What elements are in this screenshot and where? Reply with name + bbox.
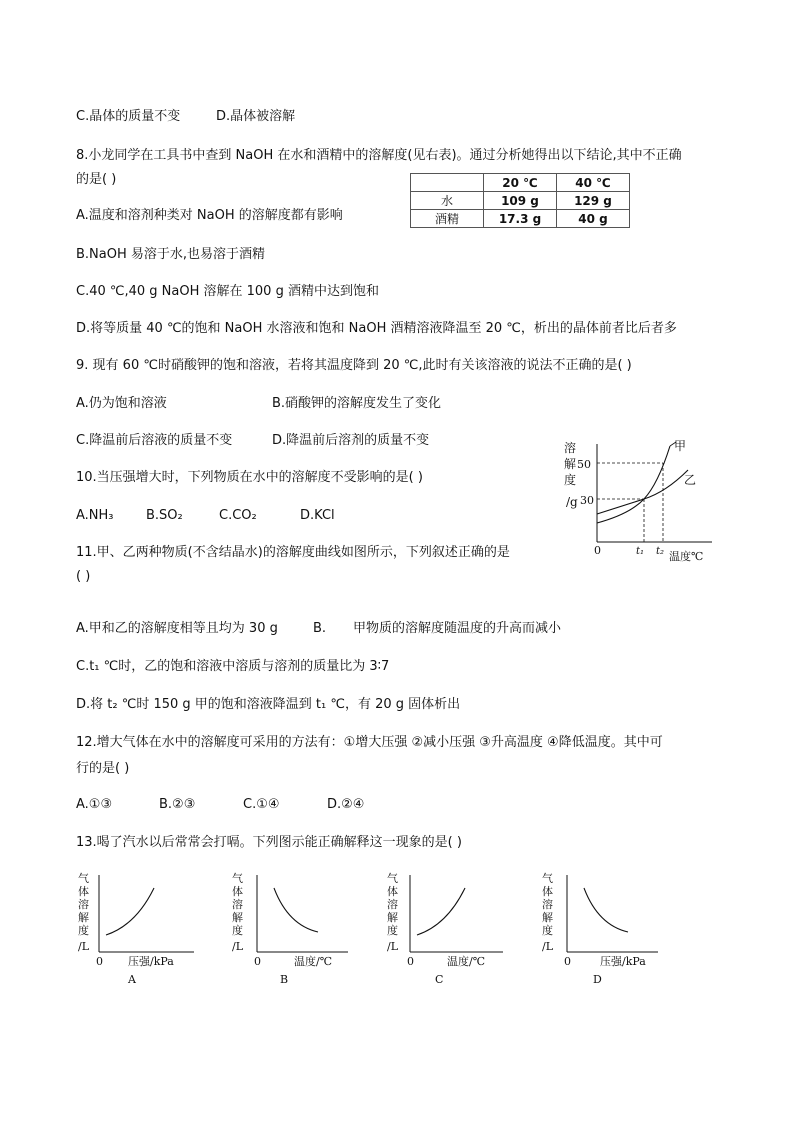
gas-solubility-graph-a bbox=[76, 870, 206, 988]
q12-option-a: A.①③ bbox=[76, 797, 113, 812]
graph-letter: D bbox=[593, 973, 602, 986]
graph-ylabel-char: 度 bbox=[387, 924, 398, 937]
table-cell: 水 bbox=[411, 192, 484, 210]
q12-option-d: D.②④ bbox=[327, 797, 365, 812]
graph-origin: 0 bbox=[564, 955, 571, 968]
q9-option-c: C.降温前后溶液的质量不变 bbox=[76, 433, 233, 448]
graph-letter: C bbox=[435, 973, 444, 986]
table-cell: 129 g bbox=[557, 192, 630, 210]
q9-option-b: B.硝酸钾的溶解度发生了变化 bbox=[272, 396, 442, 411]
graph-ylabel-char: 度 bbox=[78, 924, 89, 937]
graph-letter: A bbox=[128, 973, 136, 986]
table-cell: 酒精 bbox=[411, 210, 484, 228]
q11-option-b-letter: B. bbox=[313, 621, 327, 636]
graph-ylabel-char: 气 bbox=[78, 872, 89, 885]
graph-ylabel-char: 解 bbox=[387, 911, 398, 924]
graph-xlabel: 温度/℃ bbox=[447, 955, 486, 968]
graph-ylabel-char: /L bbox=[232, 940, 244, 953]
graph-ylabel-char: 体 bbox=[387, 885, 398, 898]
graph-ylabel-char: 解 bbox=[564, 457, 577, 471]
graph-xlabel: 压强/kPa bbox=[128, 955, 174, 968]
graph-curve bbox=[106, 888, 154, 935]
table-header-row bbox=[411, 174, 630, 192]
table-header-cell: 40 ℃ bbox=[557, 174, 630, 192]
table-row bbox=[411, 210, 630, 228]
gas-solubility-graph-c bbox=[385, 870, 515, 988]
q9-option-d: D.降温前后溶剂的质量不变 bbox=[272, 433, 430, 448]
q7-option-c: C.晶体的质量不变 bbox=[76, 109, 181, 124]
curve-jia bbox=[597, 446, 670, 523]
graph-ylabel-char: 度 bbox=[564, 473, 577, 487]
q11-stem-line2: ( ) bbox=[76, 569, 91, 584]
graph-ylabel-char: 解 bbox=[78, 911, 89, 924]
graph-ylabel-char: 溶 bbox=[232, 898, 243, 911]
graph-ylabel-char: 度 bbox=[232, 924, 243, 937]
solubility-curve-graph bbox=[560, 436, 720, 566]
graph-ylabel-char: /L bbox=[542, 940, 554, 953]
q11-option-a: A.甲和乙的溶解度相等且均为 30 g bbox=[76, 621, 278, 636]
graph-ylabel-char: 气 bbox=[387, 872, 398, 885]
graph-tick-50: 50 bbox=[577, 458, 591, 471]
q11-option-b: 甲物质的溶解度随温度的升高而减小 bbox=[353, 621, 562, 636]
q12-option-b: B.②③ bbox=[159, 797, 196, 812]
q8-stem-line1: 8.小龙同学在工具书中查到 NaOH 在水和酒精中的溶解度(见右表)。通过分析她得出以下结论,其中不正确 bbox=[76, 148, 682, 163]
graph-origin: 0 bbox=[254, 955, 261, 968]
graph-origin: 0 bbox=[407, 955, 414, 968]
graph-ylabel-char: 溶 bbox=[564, 441, 577, 455]
graph-xlabel: 温度℃ bbox=[669, 550, 704, 563]
graph-ylabel-char: 解 bbox=[542, 911, 553, 924]
q8-stem-line2: 的是( ) bbox=[76, 172, 117, 187]
q8-option-c: C.40 ℃,40 g NaOH 溶解在 100 g 酒精中达到饱和 bbox=[76, 284, 379, 299]
graph-origin: 0 bbox=[96, 955, 103, 968]
q7-option-d: D.晶体被溶解 bbox=[216, 109, 296, 124]
q10-option-a: A.NH₃ bbox=[76, 508, 114, 523]
q12-stem-line1: 12.增大气体在水中的溶解度可采用的方法有：①增大压强 ②减小压强 ③升高温度 ④降低温度。其中可 bbox=[76, 735, 663, 750]
q9-option-a: A.仍为饱和溶液 bbox=[76, 396, 167, 411]
curve-label-jia: 甲 bbox=[674, 439, 687, 453]
q8-option-a: A.温度和溶剂种类对 NaOH 的溶解度都有影响 bbox=[76, 208, 343, 223]
q13-stem: 13.喝了汽水以后常常会打嗝。下列图示能正确解释这一现象的是( ) bbox=[76, 835, 462, 850]
curve-yi bbox=[597, 470, 688, 514]
q10-stem: 10.当压强增大时，下列物质在水中的溶解度不受影响的是( ) bbox=[76, 470, 423, 485]
table-cell: 40 g bbox=[557, 210, 630, 228]
graph-ylabel-char: /g bbox=[566, 495, 578, 509]
graph-ylabel-char: 溶 bbox=[387, 898, 398, 911]
graph-letter: B bbox=[280, 973, 289, 986]
q12-option-c: C.①④ bbox=[243, 797, 280, 812]
graph-ylabel-char: /L bbox=[387, 940, 399, 953]
graph-ylabel-char: 度 bbox=[542, 924, 553, 937]
graph-origin: 0 bbox=[594, 544, 601, 557]
graph-ylabel-char: 溶 bbox=[542, 898, 553, 911]
q10-option-c: C.CO₂ bbox=[219, 508, 257, 523]
graph-xlabel: 温度/℃ bbox=[294, 955, 333, 968]
graph-curve bbox=[417, 888, 465, 935]
curve-label-yi: 乙 bbox=[684, 473, 697, 487]
graph-xlabel: 压强/kPa bbox=[600, 955, 646, 968]
graph-curve bbox=[274, 888, 318, 932]
q11-option-d: D.将 t₂ ℃时 150 g 甲的饱和溶液降温到 t₁ ℃，有 20 g 固体析出 bbox=[76, 697, 461, 712]
graph-ylabel-char: 解 bbox=[232, 911, 243, 924]
graph-ylabel-char: 体 bbox=[78, 885, 89, 898]
q10-option-b: B.SO₂ bbox=[146, 508, 183, 523]
graph-tick-t2: t₂ bbox=[656, 546, 665, 557]
q12-stem-line2: 行的是( ) bbox=[76, 761, 130, 776]
graph-ylabel-char: 气 bbox=[542, 872, 553, 885]
gas-solubility-graph-b bbox=[230, 870, 360, 988]
gas-solubility-graph-d bbox=[540, 870, 670, 988]
table-cell: 17.3 g bbox=[484, 210, 557, 228]
graph-ylabel-char: 气 bbox=[232, 872, 243, 885]
q8-option-b: B.NaOH 易溶于水,也易溶于酒精 bbox=[76, 247, 266, 262]
graph-ylabel-char: 体 bbox=[232, 885, 243, 898]
solubility-table bbox=[410, 173, 630, 228]
graph-tick-30: 30 bbox=[580, 494, 594, 507]
table-header-cell bbox=[411, 174, 484, 192]
q11-option-c: C.t₁ ℃时，乙的饱和溶液中溶质与溶剂的质量比为 3∶7 bbox=[76, 659, 390, 674]
graph-ylabel-char: 体 bbox=[542, 885, 553, 898]
table-cell: 109 g bbox=[484, 192, 557, 210]
q11-stem-line1: 11.甲、乙两种物质(不含结晶水)的溶解度曲线如图所示，下列叙述正确的是 bbox=[76, 545, 510, 560]
q8-option-d: D.将等质量 40 ℃的饱和 NaOH 水溶液和饱和 NaOH 酒精溶液降温至 20 ℃，析出的晶体前者比后者多 bbox=[76, 321, 677, 336]
q9-stem: 9. 现有 60 ℃时硝酸钾的饱和溶液，若将其温度降到 20 ℃,此时有关该溶液的说法不正确的是( ) bbox=[76, 358, 632, 373]
graph-ylabel-char: 溶 bbox=[78, 898, 89, 911]
table-header-cell: 20 ℃ bbox=[484, 174, 557, 192]
graph-curve bbox=[584, 888, 628, 932]
graph-tick-t1: t₁ bbox=[636, 546, 645, 557]
q10-option-d: D.KCl bbox=[300, 508, 335, 523]
graph-ylabel-char: /L bbox=[78, 940, 90, 953]
table-row bbox=[411, 192, 630, 210]
